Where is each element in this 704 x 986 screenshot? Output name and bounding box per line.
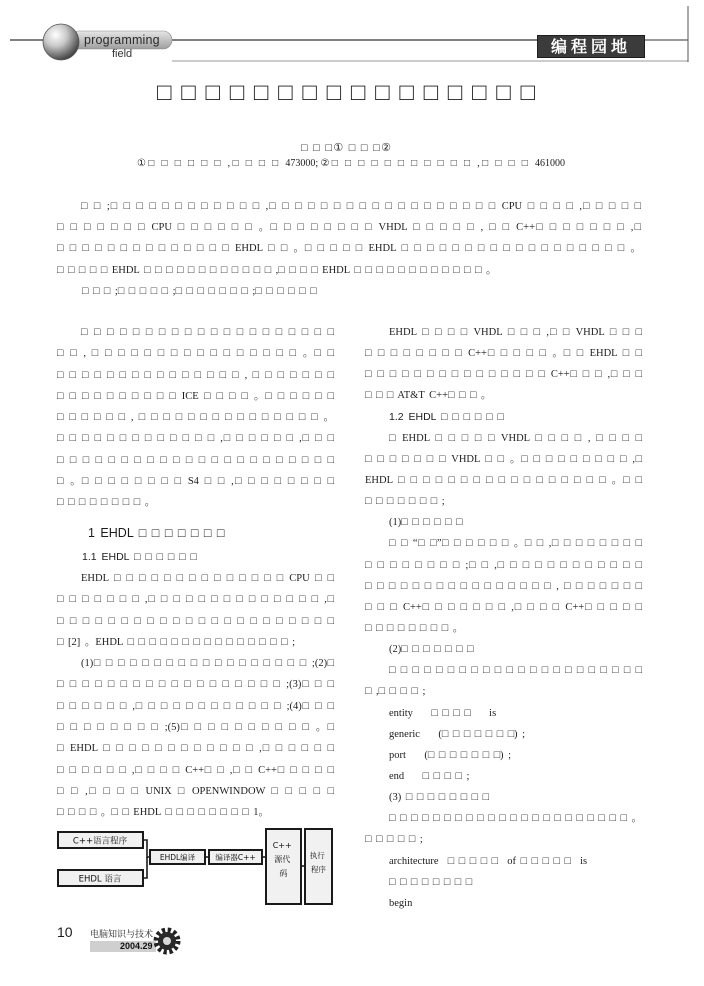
text-line: □ □ □ □ □ □ □ □ □ □ □ □ □ ,□ □ □ □ □ □ ,□ □ □ [57, 433, 334, 445]
code-line: port (□ □ □ □ □ □ □) ; [389, 749, 512, 761]
figure-1-diagram [57, 828, 333, 906]
item-1-paragraph [365, 533, 642, 639]
text-line: □ EHDL □ □ □ □ □ □ □ □ □ □ □ □ ,□ □ □ □ □ □ [57, 743, 334, 755]
text-line: □ □ □ □ □ □ □ □ □ □ □ □ □ □ □ , □ □ □ □ □ □ □ [57, 369, 334, 381]
text-line: □ □ □ □ 。□ □ EHDL □ □ □ □ □ □ □ □ 1。 [57, 807, 270, 819]
ehdl-language-label: EHDL 语言 [78, 874, 122, 885]
text-line: □ □ □ □ □ □ □ VHDL □ □ 。□ □ □ □ □ □ □ □ □ ,□ [365, 453, 642, 465]
cpp-source-label-line: 源代 [274, 855, 291, 864]
text-line: □ □ □ □ □ □ □ □ □ □ □ □ □ □ □ □ , □ □ □ □ □ □ □ [365, 580, 642, 592]
text-line: □ 。□ □ □ □ □ □ □ □ S4 □ □ ,□ □ □ □ □ □ □ □ [57, 476, 334, 488]
text-line: □ □ □ □ □ □ □ ,□ □ □ □ □ □ □ □ □ □ □ □ □ □ ,□ [57, 594, 334, 606]
text-line: □ □ □ □ □ □ □ □ 。 [57, 497, 156, 509]
connector-line [143, 840, 150, 857]
text-line: EHDL □ □ □ □ □ □ □ □ □ □ □ □ □ □ CPU □ □ [81, 572, 334, 584]
code-line: end □ □ □ □ ; [389, 770, 470, 782]
article-authors: □ □ □① □ □ □② [301, 142, 391, 154]
text-line: □ □ □ □ □ □ □ □ □ □ □ □ □ □ □ □ □ □ □ □ [81, 327, 334, 338]
architecture-code-block [365, 851, 642, 914]
section-heading-1: 1 EHDL □ □ □ □ □ □ □ [88, 525, 225, 540]
item-1-heading: (1)□ □ □ □ □ □ [389, 517, 463, 529]
section-1-2-paragraph [365, 428, 642, 513]
code-line: □ □ □ □ □ □ □ □ [389, 876, 473, 888]
cpp-program-label: C++语言程序 [72, 836, 128, 847]
item-2-heading: (2)□ □ □ □ □ □ □ [389, 644, 474, 656]
abstract-line: □ □ □ □ □ □ □ □ □ □ □ □ □ □ EHDL □ □ 。□ □ □ □ □ EHDL □ □ □ □ □ □ □ □ □ □ □ □ □ □ □ □ □ □ 。 [57, 243, 641, 255]
keywords: □ □ □ ;□ □ □ □ □ ;□ □ □ □ □ □ □ ;□ □ □ □ □ □ [82, 285, 317, 297]
abstract-line: □ □ □ □ □ □ □ CPU □ □ □ □ □ □ 。□ □ □ □ □ □ □ □ VHDL □ □ □ □ □ , □ □ C++□ □ □ □ □ □ □ ,□ [57, 222, 641, 234]
text-line: □ □ ,□ □ □ □ UNIX □ OPENWINDOW □ □ □ □ □ [57, 785, 334, 797]
text-line: □ □ □ □ □ □ □ □ □ □ □ □ □ □ □ □ □ □ □ □ □ □ [57, 454, 334, 466]
abstract-line: □ □ ;□ □ □ □ □ □ □ □ □ □ □ □ ,□ □ □ □ □ □ □ □ □ □ □ □ □ □ □ □ □ □ CPU □ □ □ □ ,□ □ □ □ □ [81, 201, 641, 212]
item-3-heading: (3) □ □ □ □ □ □ □ □ [389, 792, 489, 804]
executable-label-line: 程序 [311, 865, 326, 874]
text-line: □ □ □ □ □ □ □ □ C++□ □ □ □ □ 。□ □ EHDL □ □ [365, 348, 642, 360]
text-line: EHDL □ □ □ □ □ □ □ □ □ □ □ □ □ □ □ □ □ 。□ □ [365, 474, 642, 486]
article-affiliations: ①□ □ □ □ □ □ ,□ □ □ □ 473000;②□ □ □ □ □ □ □ □ □ □ □ ,□ □ □ □ 461000 [137, 158, 565, 169]
gear-icon [152, 926, 182, 956]
text-line: □ □ □ C++□ □ □ □ □ □ □ ,□ □ □ □ C++□ □ □ □ □ [365, 601, 642, 613]
text-line: □ □ □ □ □ □ ,□ □ □ □ □ □ □ □ □ □ □ □ ;(4)□ □ □ [57, 700, 334, 712]
right-intro-paragraph [365, 322, 642, 407]
logo-text-bottom: field [112, 48, 133, 60]
section-label: 编程园地 [537, 35, 645, 58]
text-line: □ □ □ □ □ □ □ □ □ □ □ □ □ □ □ C++□ □ □ ,□ □ □ [365, 369, 642, 381]
abstract [57, 196, 641, 281]
section-1-1-paragraph [57, 568, 334, 653]
magazine-issue: 2004.29 [120, 941, 153, 951]
text-line: EHDL □ □ □ □ VHDL □ □ □ ,□ □ VHDL □ □ □ [389, 327, 642, 338]
logo-text-top: programming [84, 33, 160, 47]
magazine-name: 电脑知识与技术 [90, 929, 154, 939]
intro-paragraph [57, 322, 334, 514]
abstract-line: □ □ □ □ □ EHDL □ □ □ □ □ □ □ □ □ □ □ □ ,□ □ □ □ EHDL □ □ □ □ □ □ □ □ □ □ □ □ 。 [57, 264, 497, 276]
item-3-paragraph [365, 808, 642, 850]
section-heading-1-1: 1.1 EHDL □ □ □ □ □ □ [82, 550, 197, 563]
left-column [57, 322, 334, 824]
code-line: begin [389, 897, 413, 909]
page-number: 10 [57, 924, 73, 940]
text-line: □ □ □ □ □ □ □ □ 。 [365, 622, 464, 634]
text-line: □ □ □ □ □ □ , □ □ □ □ □ □ □ □ □ □ □ □ □ □ □ 。 [57, 412, 334, 424]
logo-sphere-icon [43, 24, 79, 60]
text-line: □ □ □ □ □ □ □ □ ;□ □ ,□ □ □ □ □ □ □ □ □ □ □ □ [365, 559, 642, 571]
feature-list-paragraph [57, 653, 334, 823]
code-line: architecture □ □ □ □ □ of □ □ □ □ □ is [389, 855, 588, 867]
section-heading-1-2: 1.2 EHDL □ □ □ □ □ □ [389, 410, 504, 423]
executable-label-line: 执行 [309, 851, 325, 860]
text-line: □ □ □ □ □ □ □ □ □ □ □ □ □ □ □ □ □ □ ;(3)□ □ □ [57, 679, 334, 691]
text-line: □ EHDL □ □ □ □ □ VHDL □ □ □ □ , □ □ □ □ [389, 432, 642, 444]
cpp-source-label-line: C++ [272, 841, 292, 850]
text-line: □ □ □ □ □ □ □ □ □ □ □ □ □ □ □ □ □ □ □ □ □ □ [389, 665, 642, 677]
text-line: □ □ □ □ □ ; [365, 834, 423, 846]
item-2-paragraph [365, 660, 642, 702]
text-line: □ □ □ AT&T C++□ □ □ 。 [365, 390, 492, 402]
compiler-cpp-label: 编译器C++ [215, 853, 256, 862]
text-line: □ □ □ □ □ □ □ ; [365, 496, 445, 508]
text-line: □ □ □ □ □ □ □ □ □ □ □ □ □ □ □ □ □ □ □ □ □ □ 。 [389, 813, 642, 825]
ehdl-compile-label: EHDL编译 [159, 853, 196, 862]
right-column [365, 322, 642, 914]
text-line: □ □ □ □ □ □ □ □ □ □ ICE □ □ □ □ 。□ □ □ □ □ □ [57, 390, 334, 402]
text-line: □ □ □ □ □ □ ,□ □ □ □ C++□ □ ,□ □ C++□ □ □ □ □ [57, 764, 334, 776]
code-line: generic (□ □ □ □ □ □ □) ; [389, 728, 526, 740]
text-line: □ ,□ □ □ □ ; [365, 686, 426, 698]
text-line: □ □ “□ □”□ □ □ □ □ □ 。□ □ ,□ □ □ □ □ □ □ □ [389, 538, 642, 550]
text-line: □ [2] 。EHDL □ □ □ □ □ □ □ □ □ □ □ □ □ □ □ ; [57, 636, 295, 648]
code-line: entity □ □ □ □ is [389, 707, 497, 719]
article-title: □ □ □ □ □ □ □ □ □ □ □ □ □ □ □ □ [157, 80, 535, 106]
text-line: (1)□ □ □ □ □ □ □ □ □ □ □ □ □ □ □ □ □ □ ;(2)□ [81, 658, 334, 670]
cpp-source-label-line: 码 [279, 869, 288, 878]
entity-code-block [365, 703, 642, 788]
text-line: □ □ □ □ □ □ □ □ ;(5)□ □ □ □ □ □ □ □ □ □ 。□ [57, 722, 334, 734]
text-line: □ □ □ □ □ □ □ □ □ □ □ □ □ □ □ □ □ □ □ □ □ □ [57, 615, 334, 627]
text-line: □ □ , □ □ □ □ □ □ □ □ □ □ □ □ □ □ □ □ 。□ □ [57, 348, 334, 360]
